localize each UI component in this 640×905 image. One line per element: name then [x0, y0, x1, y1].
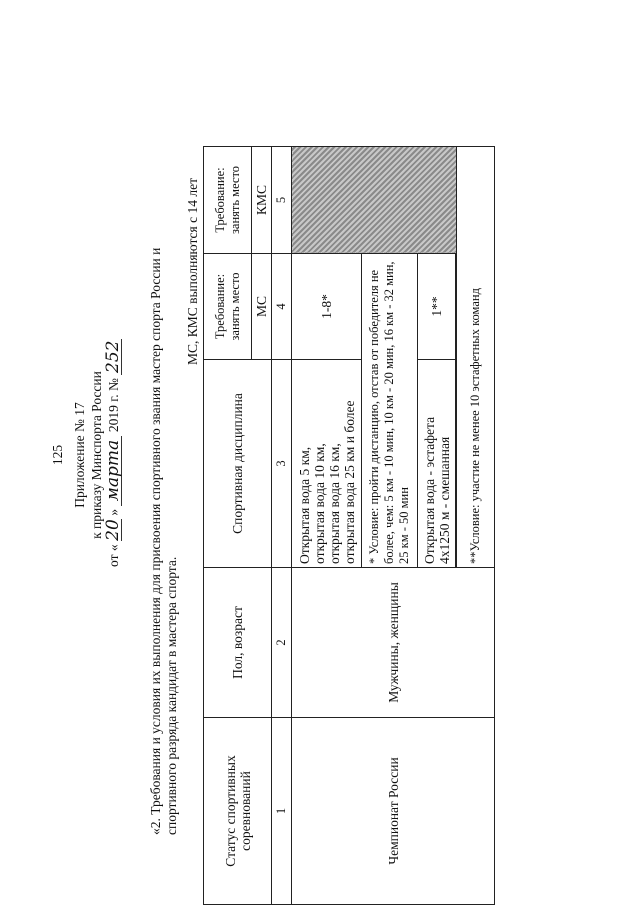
discipline-line: открытая вода 25 км и более — [341, 400, 357, 564]
discipline-line: Открытая вода 5 км, — [296, 446, 312, 564]
col-number-4: 4 — [272, 254, 292, 360]
col-number-2: 2 — [272, 568, 292, 718]
intro-line-2: спортивного разряда кандидат в мастера спорта. — [164, 556, 179, 835]
discipline-line: открытая вода 16 км, — [326, 443, 342, 564]
discipline-relay — [418, 360, 456, 568]
place-ms-1: 1-8* — [292, 254, 362, 360]
discipline-open-water — [292, 360, 362, 568]
header-req-kms: Требование: занять место — [204, 147, 252, 254]
page-number: 125 — [50, 444, 65, 466]
col-number-5: 5 — [272, 147, 292, 254]
date-prefix: от « — [106, 544, 121, 567]
col-number-1: 1 — [272, 718, 292, 905]
order-reference: к приказу Минспорта России — [89, 371, 104, 539]
discipline-line: 4х1250 м - смешанная — [436, 436, 452, 564]
date-mid: » — [106, 508, 121, 516]
discipline-line: Открытая вода - эстафета — [421, 416, 437, 564]
header-req-ms: Требование: занять место — [204, 254, 252, 360]
col-number-3: 3 — [272, 360, 292, 568]
order-date-line — [103, 339, 123, 567]
appendix-title: Приложение № 17 — [72, 402, 87, 508]
header-gender: Пол, возраст — [204, 568, 272, 718]
place-ms-2: 1** — [418, 254, 456, 360]
date-day: 20 — [103, 519, 123, 541]
condition-1: * Условие: пройти дистанцию, отстав от победителя не более, чем: 5 км - 10 мин, 10 км - 20 мин, 16 км - 32 мин, 25 км - 50 мин — [362, 254, 418, 568]
competition-status: Чемпионат России — [292, 718, 495, 905]
kms-shaded-cell — [292, 147, 457, 254]
age-note: МС, КМС выполняются с 14 лет — [185, 178, 200, 365]
requirements-table — [203, 146, 495, 905]
discipline-line: открытая вода 10 км, — [311, 443, 327, 564]
header-ms: МС — [252, 254, 272, 360]
gender-value: Мужчины, женщины — [292, 568, 495, 718]
header-kms: КМС — [252, 147, 272, 254]
condition-2: **Условие: участие не менее 10 эстафетных команд — [457, 147, 495, 568]
intro-line-1: «2. Требования и условия их выполнения для присвоения спортивного звания мастер спорта России и — [148, 247, 163, 835]
date-month: марта — [106, 436, 122, 506]
header-discipline: Спортивная дисциплина — [204, 360, 272, 568]
order-number: 252 — [103, 340, 123, 373]
date-year: 2019 г. № — [106, 378, 121, 433]
header-status: Статус спортивных соревнований — [204, 718, 272, 905]
